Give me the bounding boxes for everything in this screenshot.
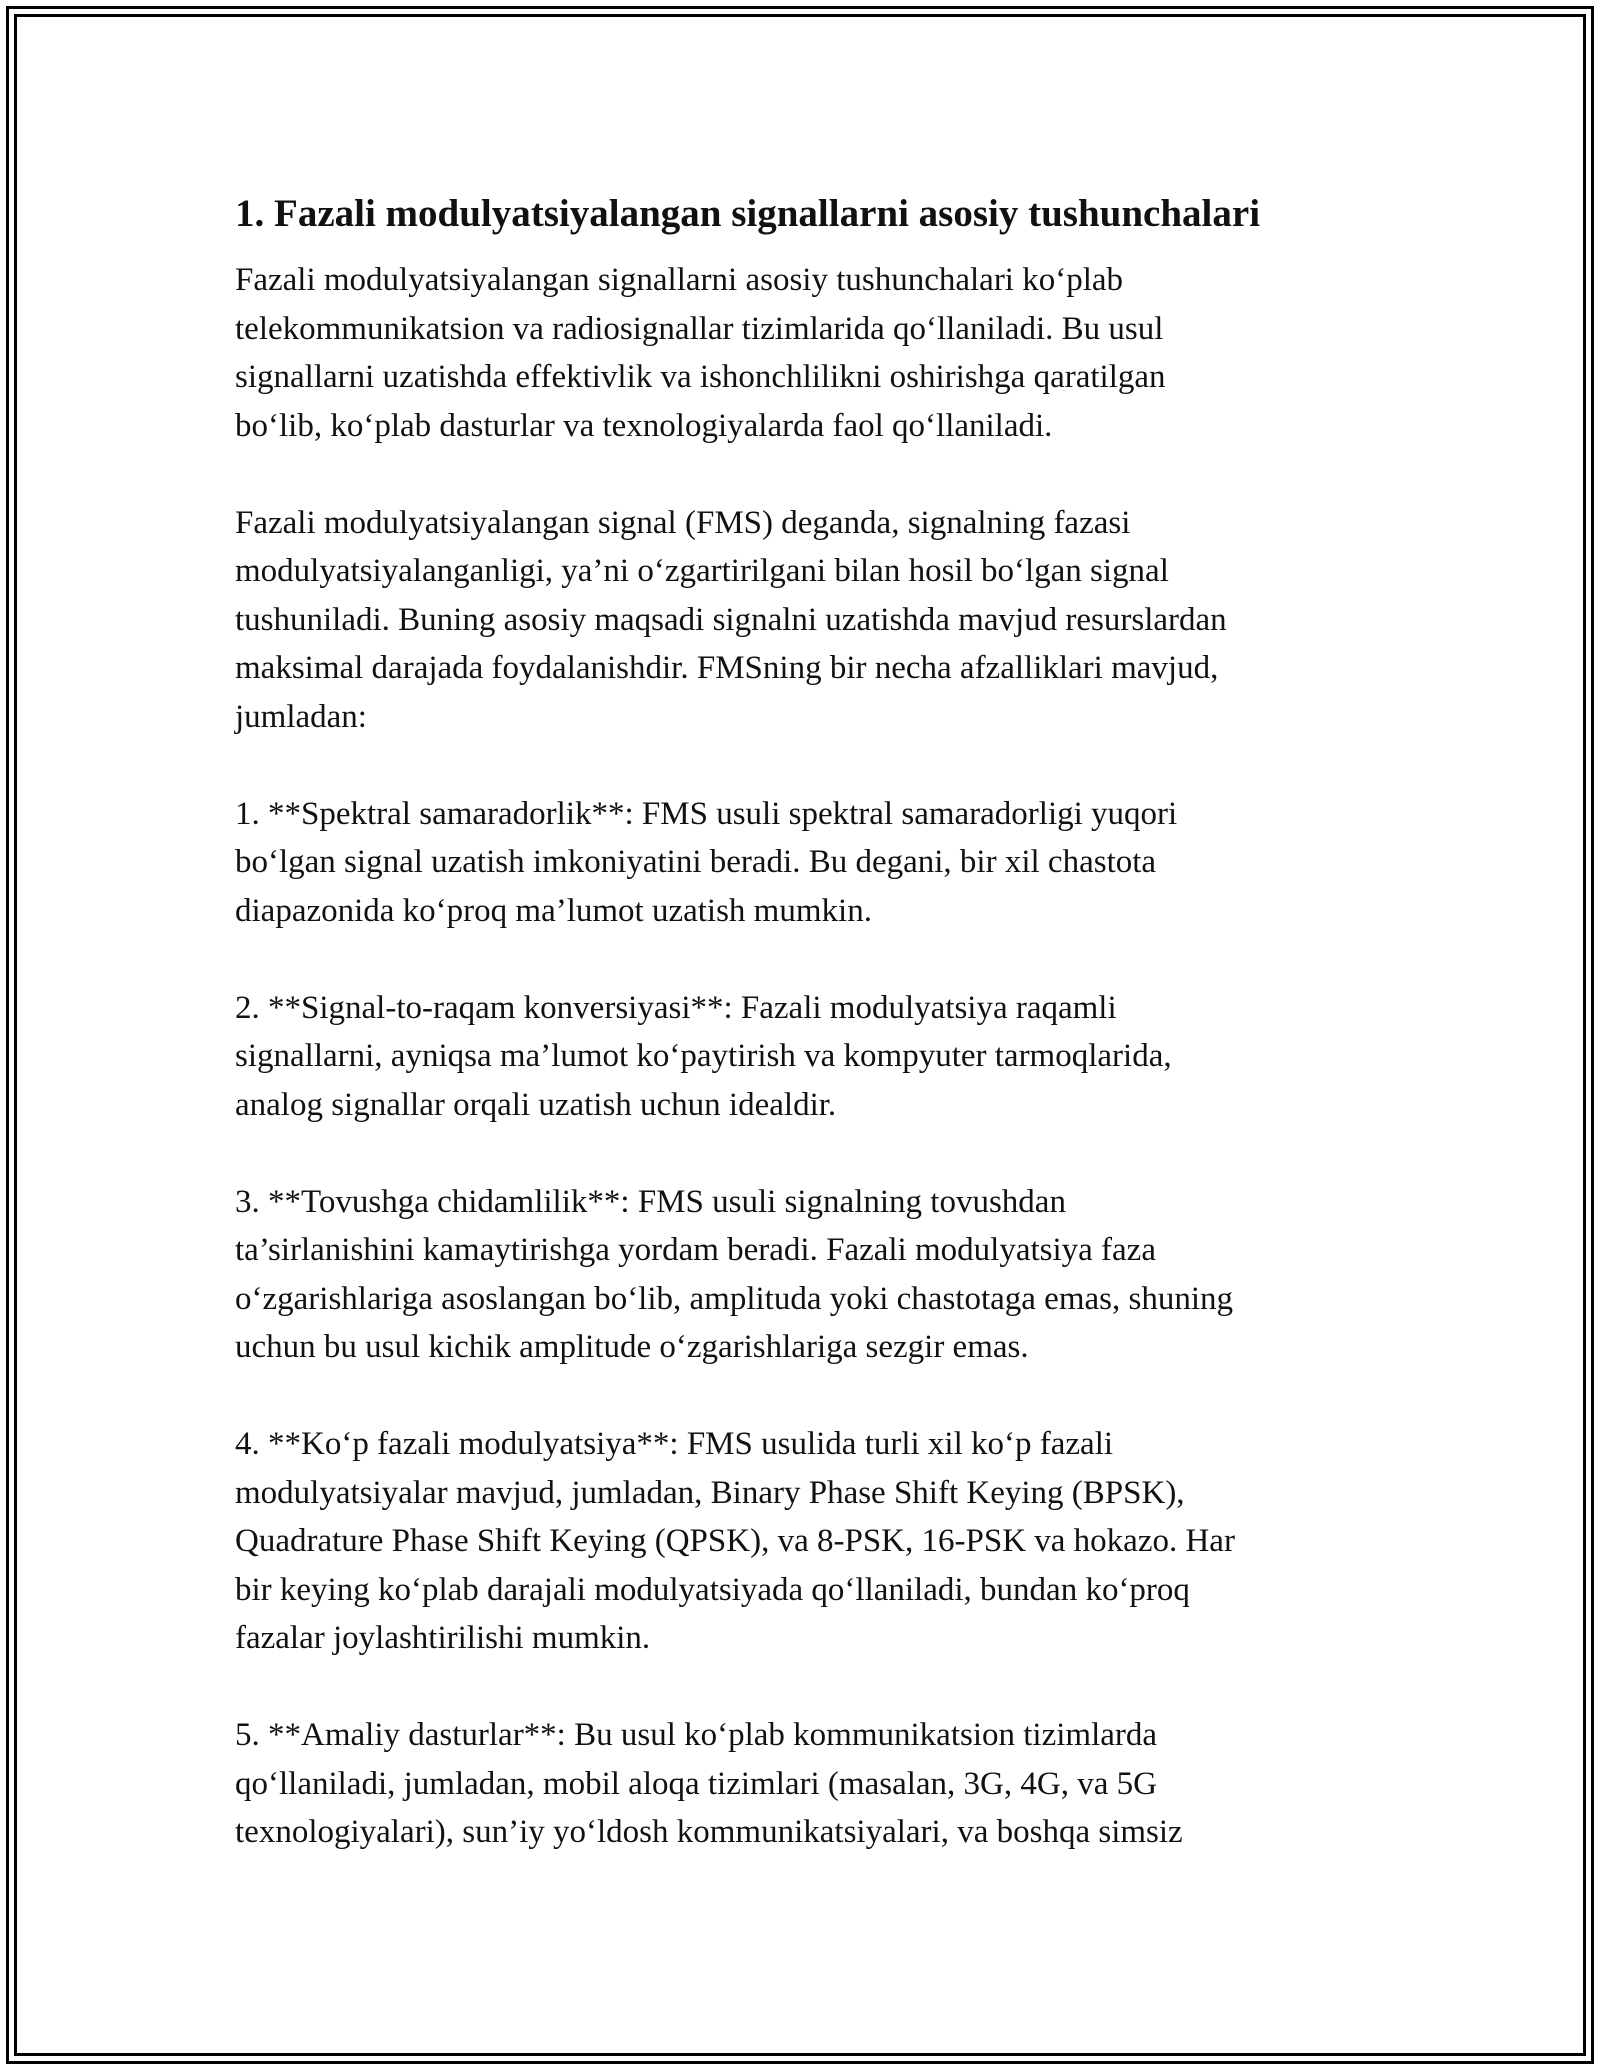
definition-paragraph bbox=[235, 499, 1375, 742]
paragraph-line: 2. **Signal-to-raqam konversiyasi**: Fazali modulyatsiya raqamli bbox=[235, 989, 1117, 1026]
paragraph-line: texnologiyalari), sun’iy yo‘ldosh kommunikatsiyalari, va boshqa simsiz bbox=[235, 1814, 1183, 1850]
list-item-signal-conversion bbox=[235, 984, 1375, 1130]
paragraph-line: Quadrature Phase Shift Keying (QPSK), va 8-PSK, 16-PSK va hokazo. Har bbox=[235, 1523, 1235, 1559]
paragraph-line: signallarni uzatishda effektivlik va ishonchlilikni oshirishga qaratilgan bbox=[235, 359, 1166, 395]
list-item-practical-applications bbox=[235, 1711, 1375, 1857]
paragraph-line: telekommunikatsion va radiosignallar tizimlarida qo‘llaniladi. Bu usul bbox=[235, 310, 1164, 347]
paragraph-line: qo‘llaniladi, jumladan, mobil aloqa tizimlari (masalan, 3G, 4G, va 5G bbox=[235, 1765, 1157, 1802]
paragraph-line: bir keying ko‘plab darajali modulyatsiyada qo‘llaniladi, bundan ko‘proq bbox=[235, 1571, 1190, 1608]
section-heading: 1. Fazali modulyatsiyalangan signallarni asosiy tushunchalari bbox=[235, 192, 1261, 235]
paragraph-line: uchun bu usul kichik amplitude o‘zgarishlariga sezgir emas. bbox=[235, 1329, 1029, 1365]
paragraph-line: 1. **Spektral samaradorlik**: FMS usuli spektral samaradorligi yuqori bbox=[235, 795, 1178, 832]
paragraph-line: bo‘lib, ko‘plab dasturlar va texnologiyalarda faol qo‘llaniladi. bbox=[235, 407, 1053, 444]
paragraph-line: jumladan: bbox=[235, 698, 367, 735]
paragraph-line: modulyatsiyalanganligi, ya’ni o‘zgartirilgani bilan hosil bo‘lgan signal bbox=[235, 553, 1169, 589]
paragraph-line: signallarni, ayniqsa ma’lumot ko‘paytirish va kompyuter tarmoqlarida, bbox=[235, 1038, 1172, 1074]
paragraph-line: bo‘lgan signal uzatish imkoniyatini beradi. Bu degani, bir xil chastota bbox=[235, 844, 1157, 880]
paragraph-line: Fazali modulyatsiyalangan signal (FMS) deganda, signalning fazasi bbox=[235, 504, 1131, 541]
intro-paragraph bbox=[235, 256, 1375, 450]
list-item-spectral-efficiency bbox=[235, 790, 1375, 936]
paragraph-line: analog signallar orqali uzatish uchun idealdir. bbox=[235, 1086, 837, 1123]
paragraph-line: o‘zgarishlariga asoslangan bo‘lib, amplituda yoki chastotaga emas, shuning bbox=[235, 1280, 1233, 1317]
paragraph-line: maksimal darajada foydalanishdir. FMSning bir necha afzalliklari mavjud, bbox=[235, 650, 1219, 686]
paragraph-line: 5. **Amaliy dasturlar**: Bu usul ko‘plab kommunikatsion tizimlarda bbox=[235, 1717, 1158, 1753]
paragraph-line: diapazonida ko‘proq ma’lumot uzatish mumkin. bbox=[235, 892, 872, 929]
paragraph-line: fazalar joylashtirilishi mumkin. bbox=[235, 1620, 651, 1656]
list-item-multiphase-modulation bbox=[235, 1420, 1375, 1663]
paragraph-line: 3. **Tovushga chidamlilik**: FMS usuli signalning tovushdan bbox=[235, 1183, 1066, 1220]
document-body bbox=[235, 186, 1375, 1905]
paragraph-line: Fazali modulyatsiyalangan signallarni asosiy tushunchalari ko‘plab bbox=[235, 262, 1124, 298]
list-item-noise-resistance bbox=[235, 1178, 1375, 1372]
paragraph-line: ta’sirlanishini kamaytirishga yordam beradi. Fazali modulyatsiya faza bbox=[235, 1232, 1156, 1268]
paragraph-line: modulyatsiyalar mavjud, jumladan, Binary Phase Shift Keying (BPSK), bbox=[235, 1474, 1185, 1511]
paragraph-line: tushuniladi. Buning asosiy maqsadi signalni uzatishda mavjud resurslardan bbox=[235, 601, 1227, 638]
paragraph-line: 4. **Ko‘p fazali modulyatsiya**: FMS usulida turli xil ko‘p fazali bbox=[235, 1426, 1114, 1462]
